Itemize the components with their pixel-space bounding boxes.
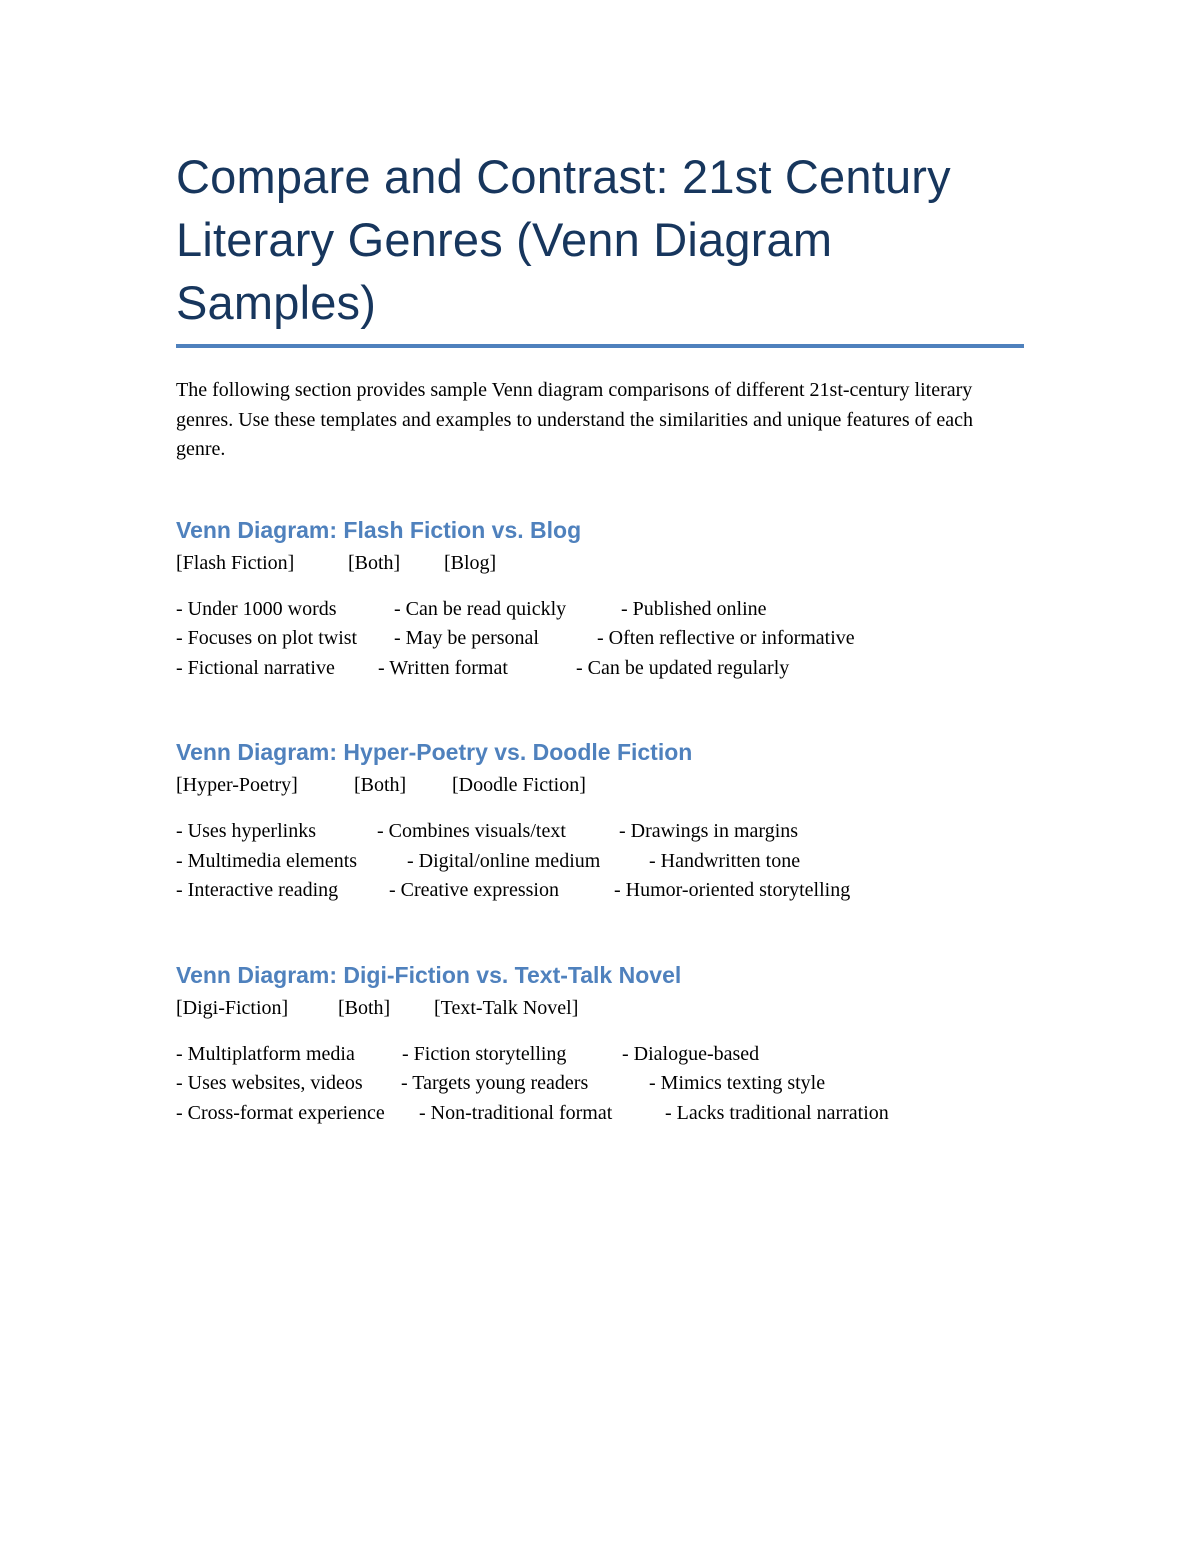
both-item: - May be personal [394,627,539,649]
both-label: [Both] [348,551,401,574]
right-item: - Mimics texting style [649,1072,826,1094]
venn-rows [176,595,1024,684]
both-item: - Combines visuals/text [377,820,566,842]
both-label: [Both] [354,774,407,796]
document-page [176,145,1024,1128]
left-item: - Cross-format experience [176,1101,385,1124]
right-item: - Often reflective or informative [597,627,855,649]
intro-paragraph: The following section provides sample Venn diagram comparisons of different 21st-century literary genres. Use these templates and examples to understand the similarities and unique features of each genre. [176,379,973,460]
venn-labels [176,549,1024,577]
right-item: - Lacks traditional narration [665,1101,889,1124]
right-item: - Can be updated regularly [576,656,790,679]
right-item: - Dialogue-based [622,1042,760,1065]
venn-row [176,1069,1024,1099]
venn-row [176,876,1024,906]
right-item: - Humor-oriented storytelling [614,879,851,901]
left-item: - Focuses on plot twist [176,627,358,649]
both-item: - Written format [378,656,508,679]
venn-rows [176,817,1024,906]
left-item: - Interactive reading [176,879,339,901]
left-item: - Uses hyperlinks [176,820,316,842]
right-item: - Published online [621,597,767,620]
left-label: [Hyper-Poetry] [176,774,298,796]
venn-labels [176,994,1024,1022]
left-item: - Fictional narrative [176,656,335,679]
venn-row [176,1099,1024,1129]
section-heading: Venn Diagram: Digi-Fiction vs. Text-Talk Novel [176,961,682,988]
left-item: - Under 1000 words [176,597,337,620]
both-item: - Creative expression [389,879,559,901]
title-divider [176,344,1024,348]
venn-section-digi-fiction-text-talk-novel [176,960,1024,1129]
both-item: - Fiction storytelling [402,1042,567,1065]
venn-row [176,654,1024,684]
left-label: [Flash Fiction] [176,551,295,574]
venn-row [176,1040,1024,1070]
page-title: Compare and Contrast: 21st Century Literary Genres (Venn Diagram Samples) [176,150,951,329]
left-item: - Multimedia elements [176,849,358,872]
right-label: [Blog] [444,551,497,574]
both-item: - Non-traditional format [419,1101,613,1124]
both-item: - Digital/online medium [407,849,601,872]
both-item: - Can be read quickly [394,597,567,620]
right-label: [Doodle Fiction] [452,774,586,796]
venn-row [176,817,1024,847]
venn-section-flash-fiction-blog [176,515,1024,684]
both-item: - Targets young readers [401,1072,589,1094]
right-item: - Handwritten tone [649,849,801,872]
section-heading: Venn Diagram: Hyper-Poetry vs. Doodle Fiction [176,739,693,765]
venn-row [176,624,1024,654]
venn-rows [176,1040,1024,1129]
right-item: - Drawings in margins [619,820,799,842]
both-label: [Both] [338,996,391,1019]
venn-labels [176,771,1024,799]
left-item: - Multiplatform media [176,1042,355,1065]
section-heading: Venn Diagram: Flash Fiction vs. Blog [176,516,582,543]
venn-row [176,595,1024,625]
right-label: [Text-Talk Novel] [434,996,579,1019]
venn-row [176,847,1024,877]
left-item: - Uses websites, videos [176,1072,363,1094]
left-label: [Digi-Fiction] [176,996,289,1019]
venn-section-hyper-poetry-doodle-fiction [176,737,1024,906]
